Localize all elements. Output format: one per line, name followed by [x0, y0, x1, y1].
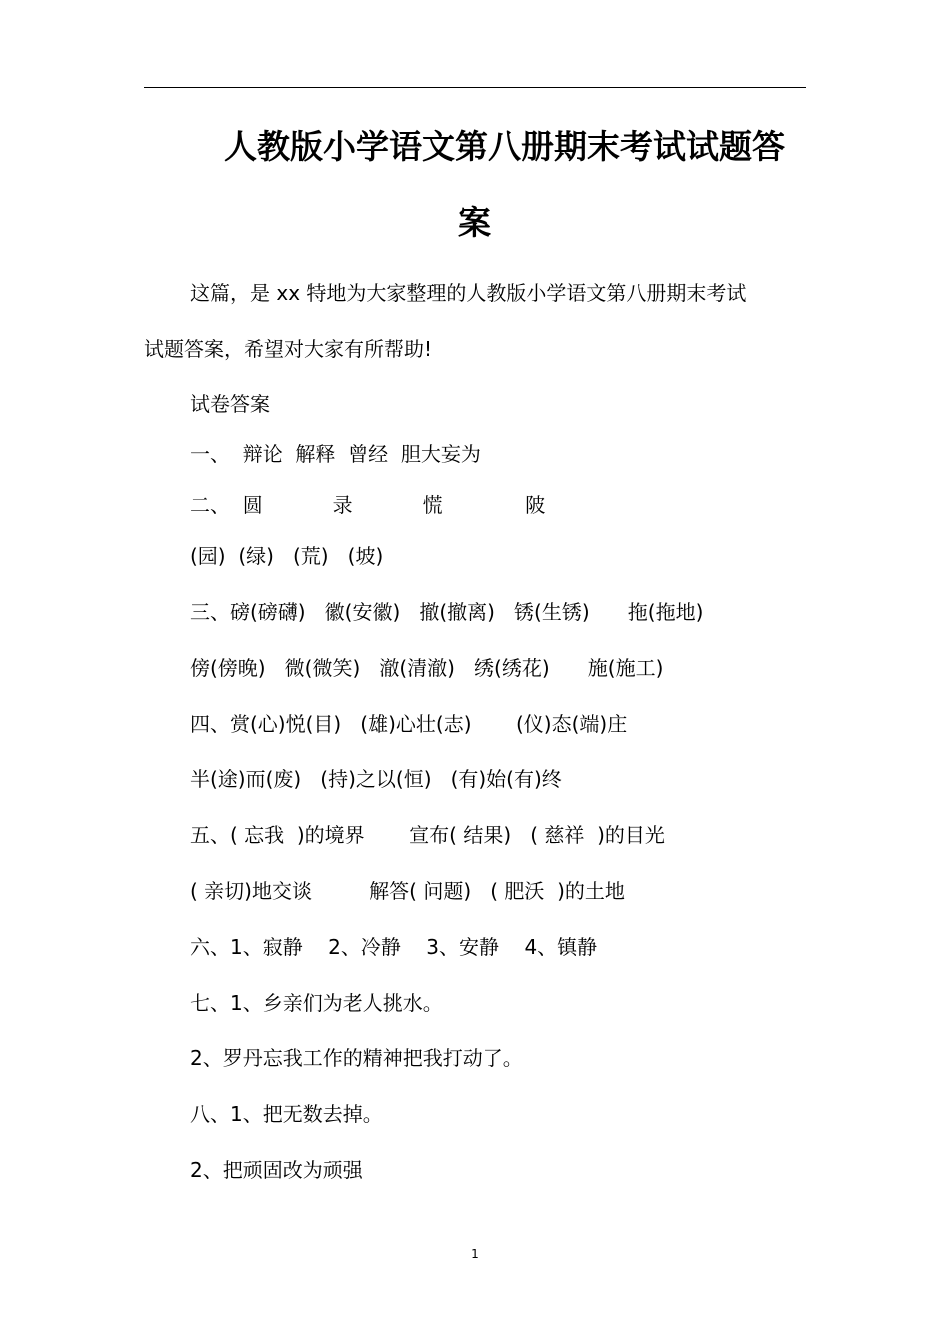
- header-rule: [144, 87, 806, 88]
- intro-paragraph-line-1: 这篇，是 xx 特地为大家整理的人教版小学语文第八册期末考试: [190, 281, 747, 305]
- answer-line-3: (园) (绿) (荒) (坡): [190, 544, 384, 568]
- intro-paragraph-line-2: 试题答案，希望对大家有所帮助!: [144, 337, 433, 361]
- page-number: 1: [471, 1247, 479, 1261]
- document-title-line-2: 案: [458, 203, 491, 242]
- answer-line-11: 七、1、乡亲们为老人挑水。: [190, 991, 443, 1015]
- answer-line-8: 五、( 忘我 )的境界 宣布( 结果) ( 慈祥 )的目光: [190, 823, 665, 847]
- answer-line-9: ( 亲切)地交谈 解答( 问题) ( 肥沃 )的土地: [190, 879, 625, 903]
- answer-line-7: 半(途)而(废) (持)之以(恒) (有)始(有)终: [190, 767, 562, 791]
- answer-line-13: 八、1、把无数去掉。: [190, 1102, 383, 1126]
- answer-line-2: 二、 圆 录 慌 陂: [190, 493, 546, 517]
- answer-line-6: 四、赏(心)悦(目) (雄)心壮(志) (仪)态(端)庄: [190, 712, 628, 736]
- document-title-line-1: 人教版小学语文第八册期末考试试题答: [224, 127, 785, 166]
- answer-line-4: 三、磅(磅礴) 徽(安徽) 撤(撤离) 锈(生锈) 拖(拖地): [190, 600, 704, 624]
- answer-line-10: 六、1、寂静 2、冷静 3、安静 4、镇静: [190, 935, 598, 959]
- answer-line-12: 2、罗丹忘我工作的精神把我打动了。: [190, 1046, 523, 1070]
- section-heading: 试卷答案: [190, 392, 270, 416]
- answer-line-1: 一、 辩论 解释 曾经 胆大妄为: [190, 442, 481, 466]
- answer-line-14: 2、把顽固改为顽强: [190, 1158, 363, 1182]
- answer-line-5: 傍(傍晚) 微(微笑) 澈(清澈) 绣(绣花) 施(施工): [190, 656, 664, 680]
